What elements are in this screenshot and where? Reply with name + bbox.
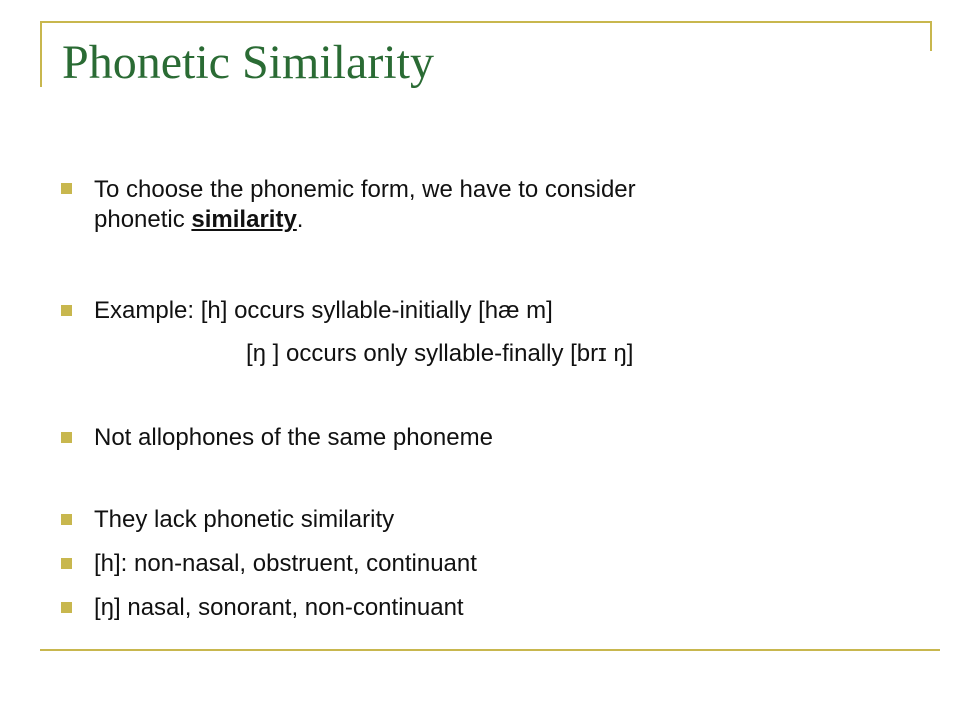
bullet-1-line-1: To choose the phonemic form, we have to consider: [94, 176, 636, 203]
bullet-text-6: [ŋ] nasal, sonorant, non-continuant: [94, 594, 464, 621]
bullet-marker: [61, 432, 72, 443]
frame-top-line: [40, 21, 932, 23]
bullet-text-2: Example: [h] occurs syllable-initially [hæ m]: [94, 297, 553, 324]
bullet-marker: [61, 514, 72, 525]
bullet-text-4: They lack phonetic similarity: [94, 506, 395, 533]
frame-left-line: [40, 21, 42, 87]
frame-bottom-line: [40, 649, 940, 651]
slide-title: Phonetic Similarity: [62, 36, 434, 89]
bullet-text-3: Not allophones of the same phoneme: [94, 424, 493, 451]
frame-right-line: [930, 21, 932, 51]
bullet-1-line-2-suffix: .: [296, 206, 304, 233]
bullet-text-2-continuation: [ŋ ] occurs only syllable-finally [brɪ ŋ]: [246, 340, 634, 367]
emphasis-similarity: similarity: [191, 206, 297, 233]
bullet-marker: [61, 305, 72, 316]
bullet-marker: [61, 602, 72, 613]
bullet-marker: [61, 558, 72, 569]
bullet-marker: [61, 183, 72, 194]
bullet-1-line-2-prefix: phonetic: [94, 206, 192, 233]
bullet-text-1: [94, 175, 636, 235]
bullet-text-5: [h]: non-nasal, obstruent, continuant: [94, 550, 477, 577]
